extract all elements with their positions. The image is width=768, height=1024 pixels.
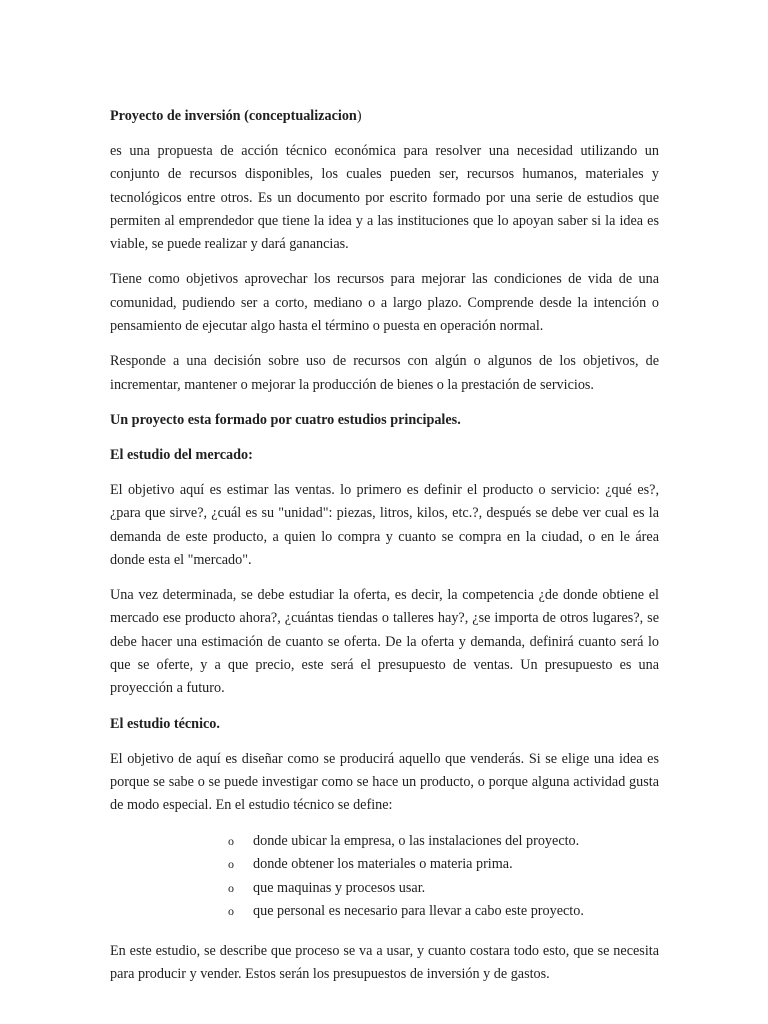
- paragraph-market-demand: El objetivo aquí es estimar las ventas. lo primero es definir el producto o servicio: ¿qué es?, ¿para que sirve?, ¿cuál es su "unidad": piezas, litros, kilos, etc.?, después se debe ver cual es la demanda de este producto, a quien lo compra y cuanto se compra en la ciudad, o en le área donde esta el "mercado".: [110, 481, 659, 568]
- paragraph-decision: Responde a una decisión sobre uso de recursos con algún o algunos de los objetivos, de incrementar, mantener o mejorar la producción de bienes o la prestación de servicios.: [110, 353, 659, 393]
- list-item: [228, 877, 659, 901]
- paragraph-definition: es una propuesta de acción técnico económica para resolver una necesidad utilizando un conjunto de recursos disponibles, los cuales pueden ser, recursos humanos, materiales y tecnológicos entre otros. Es un documento por escrito formado por una serie de estudios que permiten al emprendedor que tiene la idea y a las instituciones que lo apoyan saber si la idea es viable, se puede realizar y dará ganancias.: [110, 143, 659, 253]
- paragraph-objectives: Tiene como objetivos aprovechar los recursos para mejorar las condiciones de vida de una comunidad, pudiendo ser a corto, mediano o a largo plazo. Comprende desde la intención o pensamiento de ejecutar algo hasta el término o puesta en operación normal.: [110, 271, 659, 335]
- heading-four-studies: Un proyecto esta formado por cuatro estudios principales.: [110, 411, 461, 428]
- document-title: [110, 105, 659, 128]
- document-page: [110, 105, 659, 998]
- bullet-marker: o: [228, 904, 234, 919]
- bullet-marker: o: [228, 833, 234, 848]
- paragraph-market-supply: Una vez determinada, se debe estudiar la oferta, es decir, la competencia ¿de donde obtiene el mercado ese producto ahora?, ¿cuántas tiendas o talleres hay?, ¿se importa de otros lugares?, se debe hacer una estimación de cuanto se oferta. De la oferta y demanda, definirá cuanto será lo que se oferte, y a que precio, este será el presupuesto de ventas. Un presupuesto es una proyección a futuro.: [110, 587, 659, 697]
- document-title-paren: ): [356, 108, 362, 124]
- paragraph-closing: En este estudio, se describe que proceso se va a usar, y cuanto costara todo esto, que se necesita para producir y vender. Estos serán los presupuestos de inversión y de gastos.: [110, 942, 659, 982]
- technical-bullet-list: [110, 830, 659, 924]
- document-title-text: Proyecto de inversión (conceptualizacion: [110, 108, 357, 124]
- heading-technical-study: El estudio técnico.: [110, 715, 220, 732]
- list-item-text: donde ubicar la empresa, o las instalaciones del proyecto.: [253, 832, 580, 849]
- heading-market-study: El estudio del mercado:: [110, 446, 253, 463]
- list-item-text: donde obtener los materiales o materia prima.: [253, 856, 513, 873]
- bullet-marker: o: [228, 880, 234, 895]
- list-item-text: que personal es necesario para llevar a cabo este proyecto.: [253, 903, 584, 920]
- list-item: [228, 900, 659, 924]
- list-item: [228, 853, 659, 877]
- list-item: [228, 830, 659, 854]
- paragraph-technical: El objetivo de aquí es diseñar como se producirá aquello que venderás. Si se elige una idea es porque se sabe o se puede investigar como se hace un producto, o porque alguna actividad gusta de modo especial. En el estudio técnico se define:: [110, 750, 659, 814]
- bullet-marker: o: [228, 857, 234, 872]
- list-item-text: que maquinas y procesos usar.: [253, 879, 426, 896]
